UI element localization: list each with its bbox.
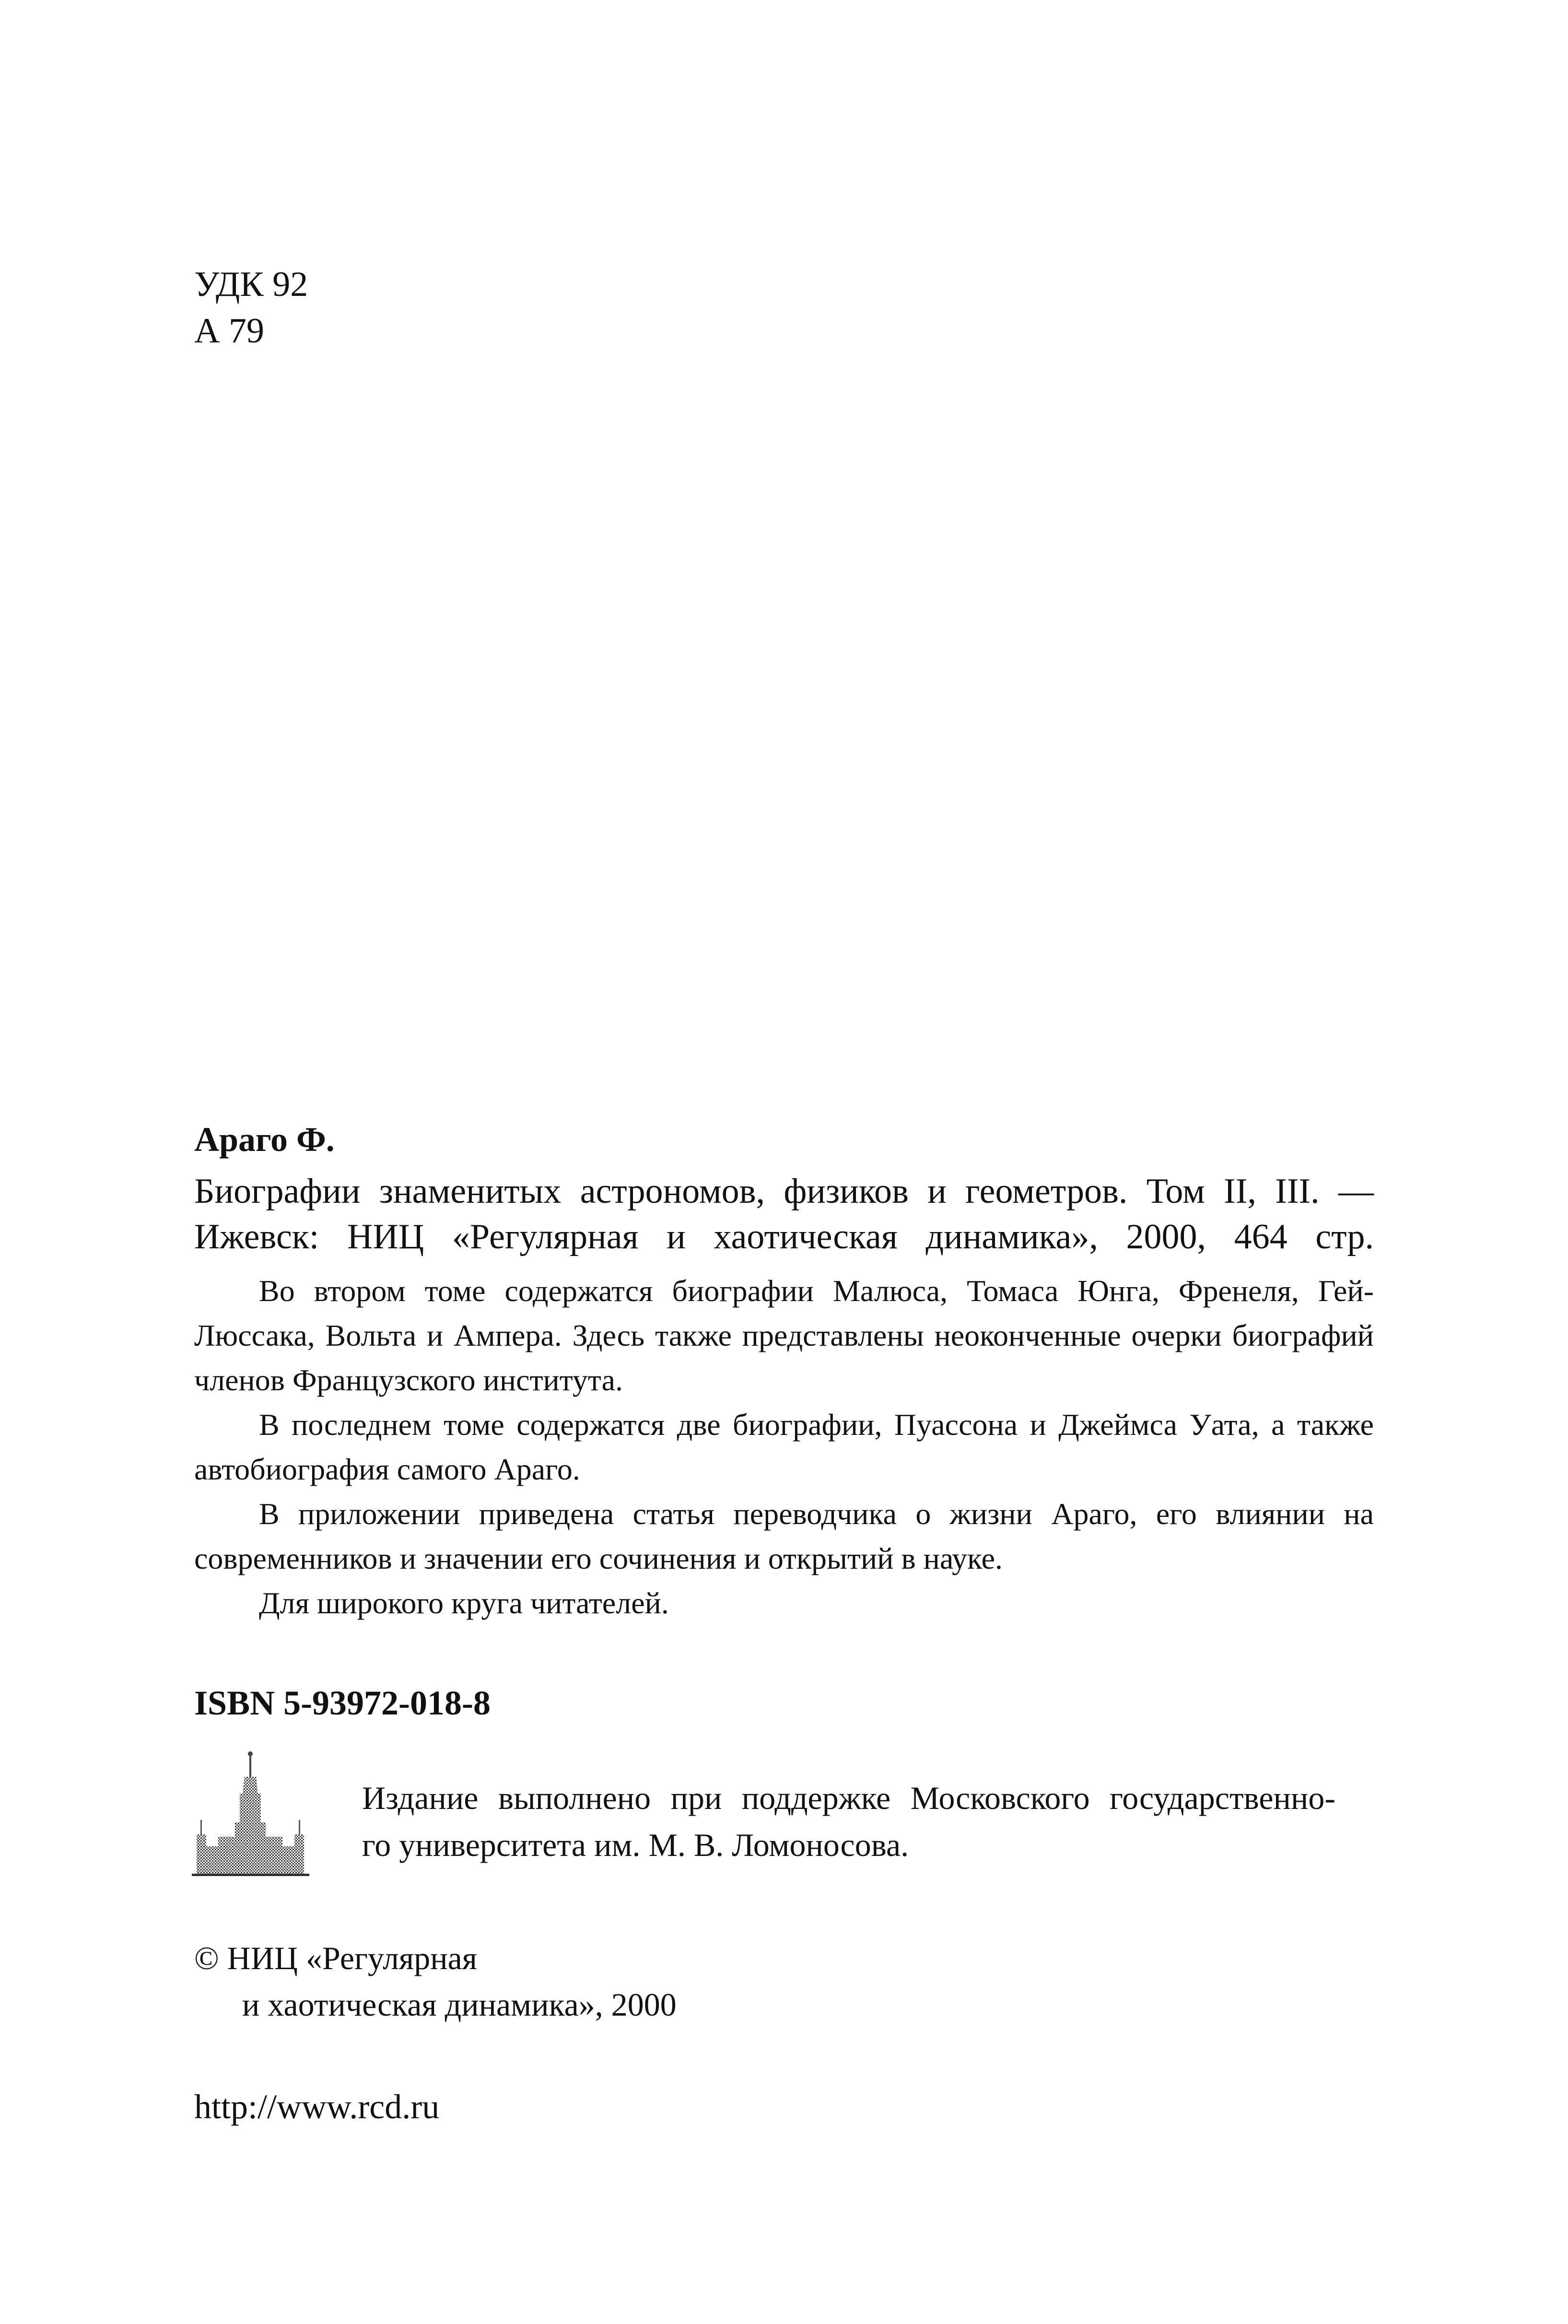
publication-support-note [362, 1774, 1335, 1868]
msu-building-icon [192, 1748, 309, 1878]
abstract-paragraph: В последнем томе содержатся две биографии, Пуассона и Джеймса Уата, а также автобиография самого Араго. [194, 1408, 1374, 1486]
isbn: ISBN 5-93972-018-8 [194, 1684, 491, 1722]
bibliographic-title-line-2: Ижевск: НИЦ «Регулярная и хаотическая динамика», 2000, 464 стр. [194, 1217, 1374, 1256]
copyright-line: © НИЦ «Регулярная [194, 1940, 478, 1976]
author-name: Араго Ф. [194, 1120, 335, 1159]
classification-codes [194, 261, 308, 354]
publisher-url[interactable]: http://www.rcd.ru [194, 2088, 440, 2126]
bibliographic-title-line-1: Биографии знаменитых астрономов, физиков и геометров. Том II, III. — [194, 1172, 1374, 1211]
abstract-paragraph: Для широкого круга читателей. [259, 1586, 669, 1620]
bbk-code: А 79 [194, 311, 264, 351]
abstract [194, 1268, 1374, 1625]
copyright-line: и хаотическая динамика», 2000 [242, 1986, 677, 2023]
support-note-line: Издание выполнено при поддержке Московского государственно- [362, 1780, 1335, 1816]
support-note-line: го университета им. М. В. Ломоносова. [362, 1827, 909, 1863]
copyright-notice [194, 1935, 677, 2028]
abstract-paragraph: В приложении приведена статья переводчика о жизни Араго, его влиянии на современников и значении его сочинения и открытий в науке. [194, 1497, 1374, 1575]
udk-code: УДК 92 [194, 265, 308, 304]
abstract-paragraph: Во втором томе содержатся биографии Малюса, Томаса Юнга, Френеля, Гей-Люссака, Вольта и Ампера. Здесь также представлены неоконченные очерки биографий членов Французского института. [194, 1274, 1374, 1397]
